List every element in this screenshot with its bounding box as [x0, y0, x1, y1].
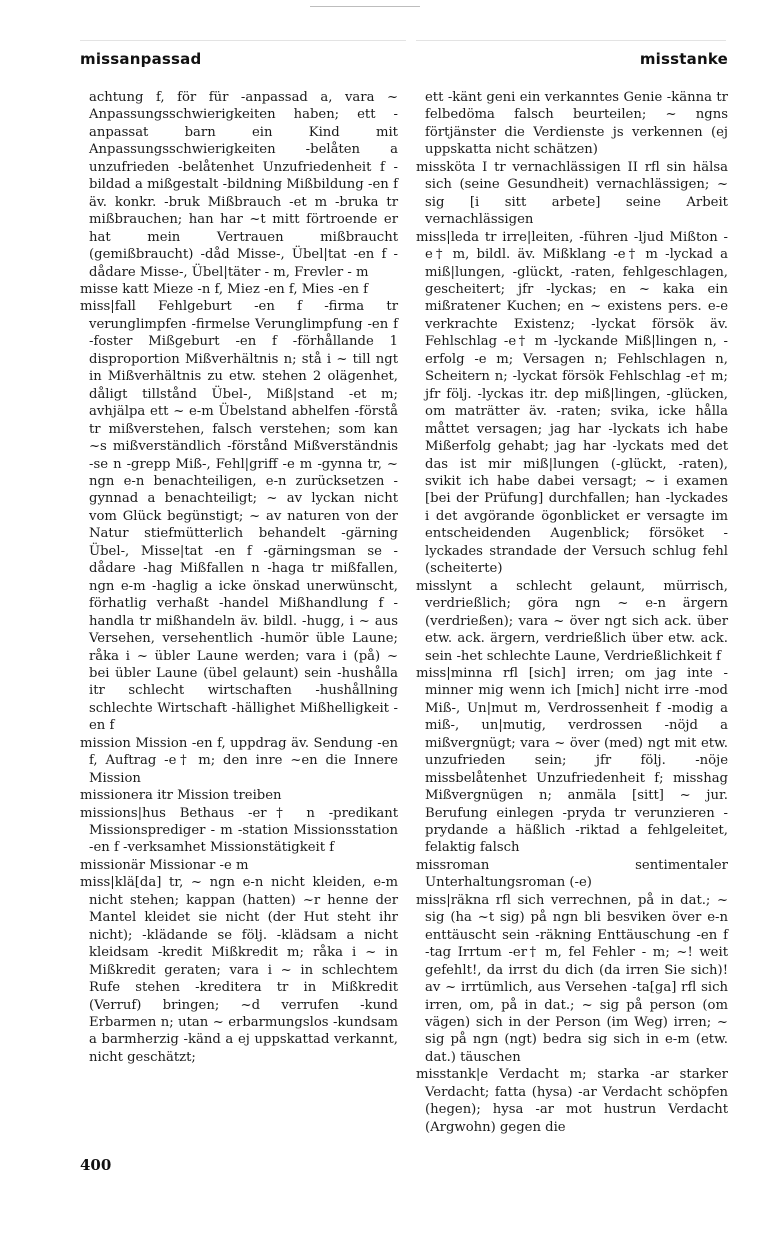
dictionary-entry: miss|räkna rfl sich verrechnen, på in dat.; ~ sig (ha ~t sig) på ngn bli besviken över e-n enttäuscht sein -räkning Enttäuschung -en f -tag Irrtum -er† m, fel Fehler - m; ~! weit gefehlt!, da irrst du dich (da irren Sie sich)! av ~ irrtümlich, aus Versehen -ta[ga] rfl sich irren, om, på in dat.; ~ sig på person (om vägen) sich in der Person (im Weg) irren; ~ sig på ngn (ngt) bedra sig sich in e-m (etw. dat.) täuschen [416, 892, 728, 1065]
dictionary-entry: miss|leda tr irre|leiten, -führen -ljud Mißton -e† m, bildl. äv. Mißklang -e† m -lyckad a miß|lungen, -glückt, -raten, fehlgeschlagen, gescheitert; jfr -lyckas; en ~ kaka ein mißratener Kuchen; en ~ existens pers. e-e verkrachte Existenz; -lyckat försök äv. Fehlschlag -e† m -lyckande Miß|lingen n, -erfolg -e m; Versagen n; Fehlschlagen n, Scheitern n; -lyckat försök Fehlschlag -e† m; jfr följ. -lyckas itr. dep miß|lingen, -glücken, om maträtter äv. -raten; svika, icke hålla måttet versagen; jag har -lyckats ich habe Mißerfolg gehabt; jag har -lyckats med det das ist mir miß|lungen (-glückt, -raten), svikit ich habe dabei versagt; ~ i examen [bei der Prüfung] durchfallen; han -lyckades i det avgörande ögonblicket er versagte im entscheidenden Augenblick; försöket -lyckades strandade der Versuch schlug fehl (scheiterte) [416, 229, 728, 577]
right-column [416, 89, 728, 1136]
running-head-right: misstanke [639, 50, 728, 68]
right-column-rule [416, 40, 726, 41]
dictionary-entry: miss|minna rfl [sich] irren; om jag inte -minner mig wenn ich [mich] nicht irre -mod Miß-, Un|mut m, Verdrossenheit f -modig a miß-, un|mutig, verdrossen -nöjd a mißvergnügt; vara ~ över (med) ngt mit etw. unzufrieden sein; jfr följ. -nöje missbelåtenhet Unzufriedenheit f; misshag Mißvergnügen n; anmäla [sitt] ~ jur. Berufung einlegen -pryda tr verunzieren -prydande a häßlich -riktad a fehlgeleitet, felaktig falsch [416, 665, 728, 856]
dictionary-entry: achtung f, för für -anpassad a, vara ~ Anpassungsschwierigkeiten haben; ett -anpassat barn ein Kind mit Anpassungsschwierigkeiten -belåten a unzufrieden -belåtenhet Unzufriedenheit f -bildad a mißgestalt -bildning Mißbildung -en f äv. konkr. -bruk Mißbrauch -et m -bruka tr mißbrauchen; han har ~t mitt förtroende er hat mein Vertrauen mißbraucht (gemißbraucht) -dåd Misse-, Übel|tat -en f -dådare Misse-, Übel|täter - m, Frevler - m [89, 90, 398, 280]
top-rule [310, 6, 420, 7]
dictionary-entry: miss|fall Fehlgeburt -en f -firma tr verunglimpfen -firmelse Verunglimpfung -en f -foster Mißgeburt -en f -förhållande 1 disproportion Mißverhältnis n; stå i ~ till ngt in Mißverhältnis zu etw. stehen 2 olägenhet, dåligt tillstånd Übel-, Miß|stand -et m; avhjälpa ett ~ e-m Übelstand abhelfen -förstå tr mißverstehen, falsch verstehen; som kan ~s mißverständlich -förstånd Mißverständnis -se n -grepp Miß-, Fehl|griff -e m -gynna tr, ~ ngn e-n benachteiligen, e-n zurücksetzen -gynnad a benachteiligt; ~ av lyckan nicht vom Glück begünstigt; ~ av naturen von der Natur stiefmütterlich behandelt -gärning Übel-, Misse|tat -en f -gärningsman se -dådare -hag Mißfallen n -haga tr mißfallen, ngn e-m -haglig a icke önskad unerwünscht, förhatlig verhaßt -handel Mißhandlung f -handla tr mißhandeln äv. bildl. -hugg, i ~ aus Versehen, versehentlich -humör üble Laune; råka i ~ übler Laune werden; vara i (på) ~ bei übler Laune (übel gelaunt) sein -hushålla itr schlecht wirtschaften -hushållning schlechte Wirtschaft -hällighet Mißhelligkeit -en f [80, 299, 398, 734]
dictionary-entry: missroman sentimentaler Unterhaltungsroman (-e) [416, 857, 728, 891]
dictionary-entry: misstank|e Verdacht m; starka -ar starker Verdacht; fatta (hysa) -ar Verdacht schöpfen (hegen); hysa -ar mot hustrun Verdacht (Argwohn) gegen die [416, 1067, 728, 1135]
dictionary-entry: ett -känt geni ein verkanntes Genie -känna tr felbedöma falsch beurteilen; ~ ngns förtjänster die Verdienste js verkennen (ej uppskatta nicht schätzen) [425, 90, 728, 158]
dictionary-entry: mission Mission -en f, uppdrag äv. Sendung -en f, Auftrag -e† m; den inre ~en die Innere Mission [80, 735, 398, 786]
left-column [80, 89, 398, 1066]
left-column-rule [80, 40, 406, 41]
dictionary-entry: missionera itr Mission treiben [80, 788, 282, 804]
dictionary-entry: missionär Missionar -e m [80, 857, 249, 873]
dictionary-entry: misse katt Mieze -n f, Miez -en f, Mies -en f [80, 281, 369, 297]
page-number: 400 [80, 1156, 112, 1174]
dictionary-entry: miss|klä[da] tr, ~ ngn e-n nicht kleiden, e-m nicht stehen; kappan (hatten) ~r henne der Mantel kleidet sie nicht (der Hut steht ihr nicht); -klädande se följ. -klädsam a nicht kleidsam -kredit Mißkredit m; råka i ~ in Mißkredit geraten; vara i ~ in schlechtem Rufe stehen -kreditera tr in Mißkredit (Verruf) bringen; ~d verrufen -kund Erbarmen n; utan ~ erbarmungslos -kundsam a barmherzig -känd a ej uppskattad verkannt, nicht geschätzt; [80, 875, 398, 1065]
dictionary-entry: misslynt a schlecht gelaunt, mürrisch, verdrießlich; göra ngn ~ e-n ärgern (verdrießen); vara ~ över ngt sich ack. über etw. ack. ärgern, verdrießlich über etw. ack. sein -het schlechte Laune, Verdrießlichkeit f [416, 578, 728, 664]
running-head-left: missanpassad [80, 50, 202, 68]
dictionary-entry: missions|hus Bethaus -er† n -predikant Missionsprediger - m -station Missionsstation -en f -verksamhet Missionstätigkeit f [80, 805, 398, 856]
dictionary-entry: missköta I tr vernachlässigen II rfl sin hälsa sich (seine Gesundheit) vernachlässigen; ~ sig [i sitt arbete] seine Arbeit vernachlässigen [416, 159, 728, 228]
